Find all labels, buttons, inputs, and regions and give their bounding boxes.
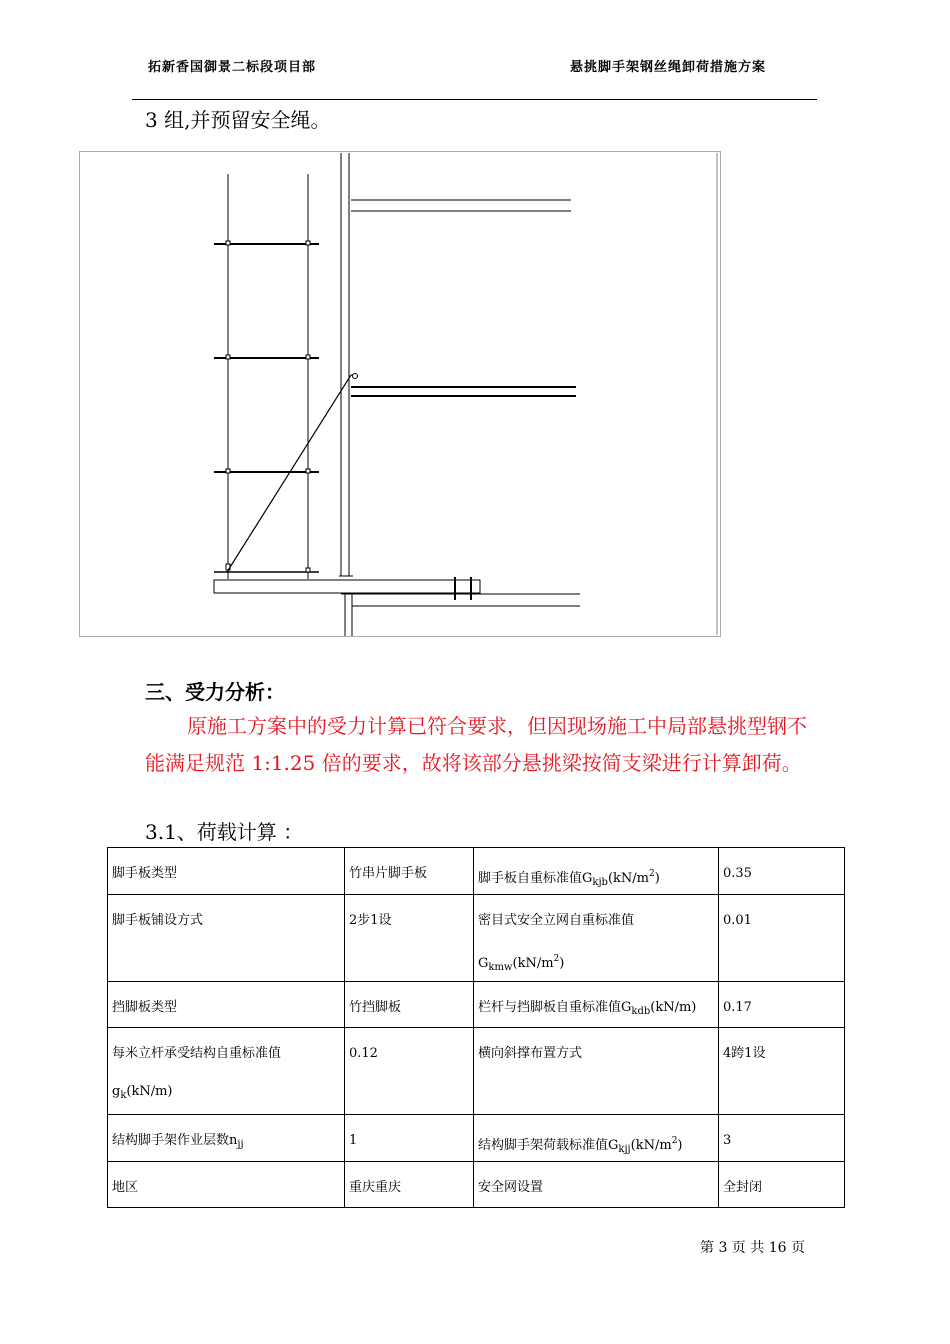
table-cell: 4跨1设 <box>719 1028 845 1115</box>
param-unit: (kN/m <box>630 1138 672 1153</box>
load-parameter-table <box>107 847 845 1208</box>
param-subscript: kmw <box>488 962 513 973</box>
clamp <box>226 469 230 473</box>
table-cell: 竹串片脚手板 <box>345 848 474 895</box>
table-cell: 0.01 <box>719 895 845 982</box>
param-name: 脚手板自重标准值G <box>478 871 593 886</box>
subsection-title: 3.1、荷载计算 ： <box>145 820 304 844</box>
table-cell <box>474 982 719 1028</box>
clamp <box>306 568 310 572</box>
param-close: ) <box>559 956 565 971</box>
table-cell: 重庆重庆 <box>345 1162 474 1208</box>
table-cell <box>108 1115 345 1162</box>
param-subscript: jj <box>237 1139 244 1150</box>
page-number: 第 3 页 共 16 页 <box>700 1240 805 1256</box>
clamp <box>306 469 310 473</box>
table-cell: 0.35 <box>719 848 845 895</box>
table-cell: 1 <box>345 1115 474 1162</box>
param-name: 每米立杆承受结构自重标准值 <box>112 1046 282 1061</box>
table-row <box>108 1028 845 1115</box>
table-cell: 0.17 <box>719 982 845 1028</box>
table-row <box>108 895 845 982</box>
table-cell <box>474 848 719 895</box>
param-name: 结构脚手架作业层数n <box>112 1133 238 1148</box>
table-row <box>108 848 845 895</box>
analysis-paragraph: 原施工方案中的受力计算已符合要求，但因现场施工中局部悬挑型钢不能满足规范 1:1.25 倍的要求，故将该部分悬挑梁按简支梁进行计算卸荷。 <box>145 714 807 775</box>
table-row <box>108 1115 845 1162</box>
table-cell: 横向斜撑布置方式 <box>474 1028 719 1115</box>
clamp <box>226 355 230 359</box>
table-row <box>108 1162 845 1208</box>
param-symbol: g <box>112 1084 121 1099</box>
figure-frame <box>80 152 721 637</box>
param-name: 栏杆与挡脚板自重标准值G <box>478 1000 632 1015</box>
param-unit: (kN/m <box>512 956 554 971</box>
header-doc-title: 悬挑脚手架钢丝绳卸荷措施方案 <box>570 60 767 75</box>
param-symbol-line <box>112 1084 340 1104</box>
param-symbol: G <box>478 956 489 971</box>
param-name: 结构脚手架荷载标准值G <box>478 1138 619 1153</box>
param-unit: (kN/m) <box>650 1000 697 1015</box>
table-cell <box>108 1028 345 1115</box>
table-cell: 挡脚板类型 <box>108 982 345 1028</box>
clamp <box>306 355 310 359</box>
param-name: 密目式安全立网自重标准值 <box>478 913 635 928</box>
param-superscript: 2 <box>553 954 560 964</box>
table-cell: 脚手板铺设方式 <box>108 895 345 982</box>
param-symbol-line <box>478 951 714 976</box>
table-cell: 2步1设 <box>345 895 474 982</box>
table-cell: 安全网设置 <box>474 1162 719 1208</box>
lifting-ring <box>353 374 358 379</box>
table-row <box>108 982 845 1028</box>
param-superscript: 2 <box>648 869 655 879</box>
param-unit: (kN/m <box>607 871 649 886</box>
param-close: ) <box>677 1138 683 1153</box>
table-cell: 3 <box>719 1115 845 1162</box>
clamp <box>226 241 230 245</box>
table-cell: 竹挡脚板 <box>345 982 474 1028</box>
header-rule <box>132 99 817 100</box>
intro-line: 3 组,并预留安全绳。 <box>145 108 331 132</box>
table-cell: 地区 <box>108 1162 345 1208</box>
table-cell <box>474 895 719 982</box>
param-close: ) <box>654 871 660 886</box>
param-subscript: k <box>120 1090 127 1101</box>
param-subscript: kdb <box>631 1006 651 1017</box>
table-cell: 全封闭 <box>719 1162 845 1208</box>
header-project: 拓新香国御景二标段项目部 <box>148 60 317 75</box>
cantilever-steel-beam <box>214 580 480 593</box>
clamp <box>306 241 310 245</box>
param-subscript: kjj <box>618 1144 631 1155</box>
table-cell <box>474 1115 719 1162</box>
table-cell: 0.12 <box>345 1028 474 1115</box>
param-unit: (kN/m) <box>126 1084 173 1099</box>
section-title: 三、受力分析： <box>145 680 285 704</box>
scaffold-diagram <box>79 151 721 637</box>
unloading-wire-rope <box>227 375 351 572</box>
param-superscript: 2 <box>671 1136 678 1146</box>
table-cell: 脚手板类型 <box>108 848 345 895</box>
param-subscript: kjb <box>592 877 608 888</box>
